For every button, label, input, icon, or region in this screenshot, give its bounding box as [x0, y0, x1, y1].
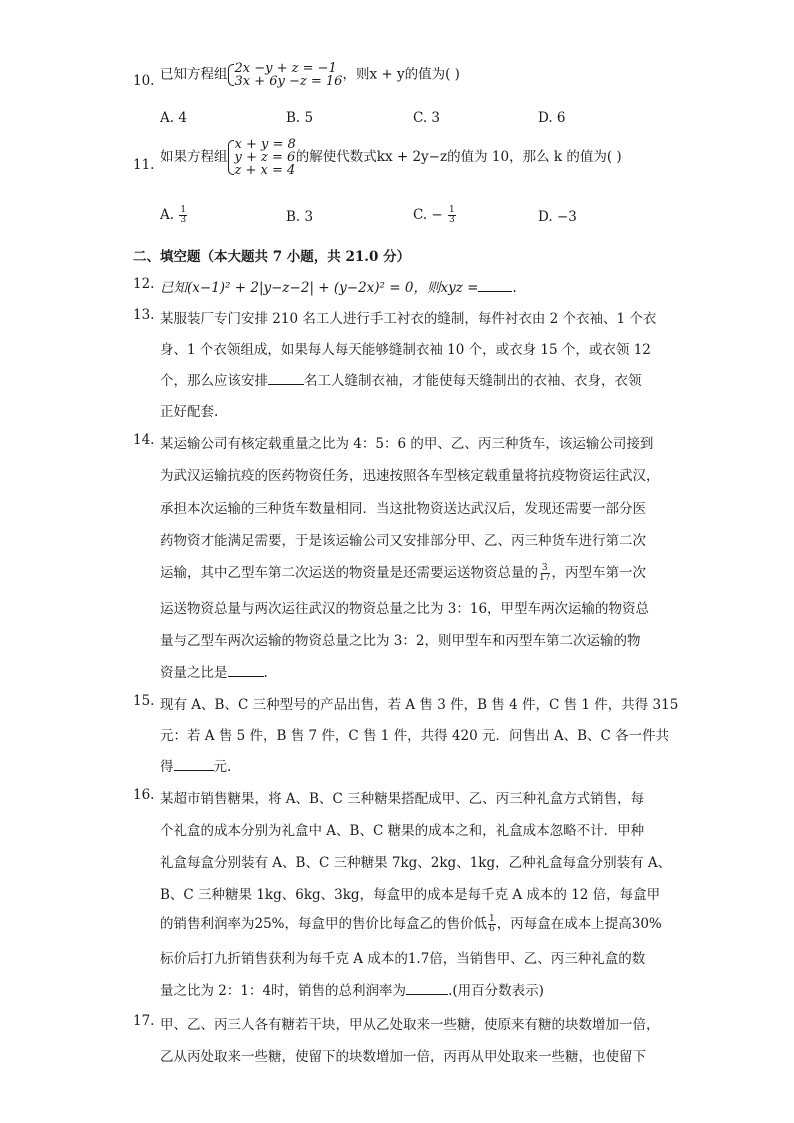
answer-blank [228, 676, 264, 677]
text-line: 标价后打九折销售获利为每千克 A 成本的1.7倍，当销售甲、乙、丙三种礼盒的数 [160, 951, 646, 967]
text-line: 某超市销售糖果，将 A、B、C 三种糖果搭配成甲、乙、丙三种礼盒方式销售，每 [160, 791, 645, 807]
option-a: A. 4 [160, 110, 187, 126]
question-stem: 已知方程组 2x −y + z = −1 3x + 6y −z = 16，则x + y的值为( ) [160, 61, 460, 89]
question-number: 17. [133, 1013, 155, 1029]
question-number: 11. [133, 157, 155, 173]
text-line: 乙从丙处取来一些糖，使留下的块数增加一倍，丙再从甲处取来一些糖，也使留下 [160, 1049, 646, 1065]
option-b: B. 5 [286, 110, 314, 126]
question-number: 10. [133, 73, 155, 89]
option-c: C. 3 [413, 110, 441, 126]
answer-blank [268, 384, 304, 385]
text-line: 个，那么应该安排 名工人缝制衣袖，才能使每天缝制出的衣袖、衣身，衣领 [160, 373, 642, 389]
option-d: D. −3 [538, 209, 577, 225]
option-d: D. 6 [538, 110, 566, 126]
text-line: 甲、乙、丙三人各有糖若干块，甲从乙处取来一些糖，使原来有糖的块数增加一倍， [160, 1017, 660, 1033]
question-number: 16. [133, 787, 155, 803]
question-number: 12. [133, 276, 155, 292]
fraction: $\frac{1}{3}$ [180, 205, 187, 225]
answer-blank [174, 770, 214, 771]
text-line: 身、1 个衣领组成，如果每人每天能够缝制衣袖 10 个，或衣身 15 个，或衣领 12 [160, 342, 651, 358]
question-number: 15. [133, 693, 155, 709]
text-line: 量与乙型车两次运输的物资总量之比为 3：2，则甲型车和丙型车第二次运输的物 [160, 633, 641, 649]
text-line: 的销售利润率为25%，每盒甲的售价比每盒乙的售价低 $\frac{1}{6}$ ，丙每盒在成本上提高30% [160, 914, 662, 934]
question-number: 13. [133, 307, 155, 323]
question-stem: 已知(x−1)² + 2|y−z−2| + (y−2x)² = 0，则xyz = . [160, 280, 517, 296]
option-a: A. $\frac{1}{3}$ [160, 205, 187, 225]
text-line: 量之比为 2：1：4时，销售的总利润率为 .(用百分数表示) [160, 983, 544, 999]
text-line: 药物资才能满足需要，于是该运输公司又安排部分甲、乙、丙三种货车进行第二次 [160, 533, 646, 549]
text-line: 运送物资总量与两次运往武汉的物资总量之比为 3：16，甲型车两次运输的物资总 [160, 601, 650, 617]
fraction: $\frac{3}{17}$ [539, 563, 551, 583]
equation-system: x + y = 8 y + z = 6 z + x = 4 [228, 138, 296, 177]
text-line: 承担本次运输的三种货车数量相同．当这批物资送达武汉后，发现还需要一部分医 [160, 501, 646, 517]
text-line: 正好配套. [160, 404, 219, 420]
text-line: B、C 三种糖果 1kg、6kg、3kg，每盒甲的成本是每千克 A 成本的 12 倍，每盒甲 [160, 887, 661, 903]
option-c: C. − $\frac{1}{3}$ [413, 205, 455, 225]
text-line: 得 元. [160, 759, 232, 775]
text-line: 现有 A、B、C 三种型号的产品出售，若 A 售 3 件，B 售 4 件，C 售 1 件，共得 315 [160, 697, 679, 713]
section-heading: 二、填空题（本大题共 7 小题，共 21.0 分） [133, 249, 411, 265]
text-line: 某运输公司有核定载重量之比为 4：5：6 的甲、乙、丙三种货车，该运输公司接到 [160, 436, 654, 452]
equation-system: 2x −y + z = −1 3x + 6y −z = 16 [228, 62, 343, 88]
text-line: 元：若 A 售 5 件，B 售 7 件，C 售 1 件，共得 420 元．问售出 A、B、C 各一件共 [160, 728, 670, 744]
answer-blank [406, 994, 448, 995]
text-line: 为武汉运输抗疫的医药物资任务，迅速按照各车型核定载重量将抗疫物资运往武汉， [160, 468, 660, 484]
text-line: 礼盒每盒分别装有 A、B、C 三种糖果 7kg、2kg、1kg，乙种礼盒每盒分别装有 A、 [160, 855, 672, 871]
option-b: B. 3 [286, 209, 314, 225]
question-stem: 如果方程组x + y = 8 y + z = 6 z + x = 4的解使代数式kx + 2y−z的值为 10，那么 k 的值为( ) [160, 137, 622, 178]
text-line: 某服装厂专门安排 210 名工人进行手工衬衣的缝制，每件衬衣由 2 个衣袖、1 个衣 [160, 311, 657, 327]
question-number: 14. [133, 432, 155, 448]
text-line: 资量之比是 . [160, 665, 268, 681]
text-line: 运输，其中乙型车第二次运送的物资量是还需要运送物资总量的 $\frac{3}{17}$ ，丙型车第一次 [160, 563, 646, 583]
answer-blank [478, 291, 512, 292]
fraction: $\frac{1}{6}$ [489, 914, 495, 934]
fraction: $\frac{1}{3}$ [449, 205, 455, 225]
text-line: 个礼盒的成本分别为礼盒中 A、B、C 糖果的成本之和，礼盒成本忽略不计．甲种 [160, 823, 645, 839]
